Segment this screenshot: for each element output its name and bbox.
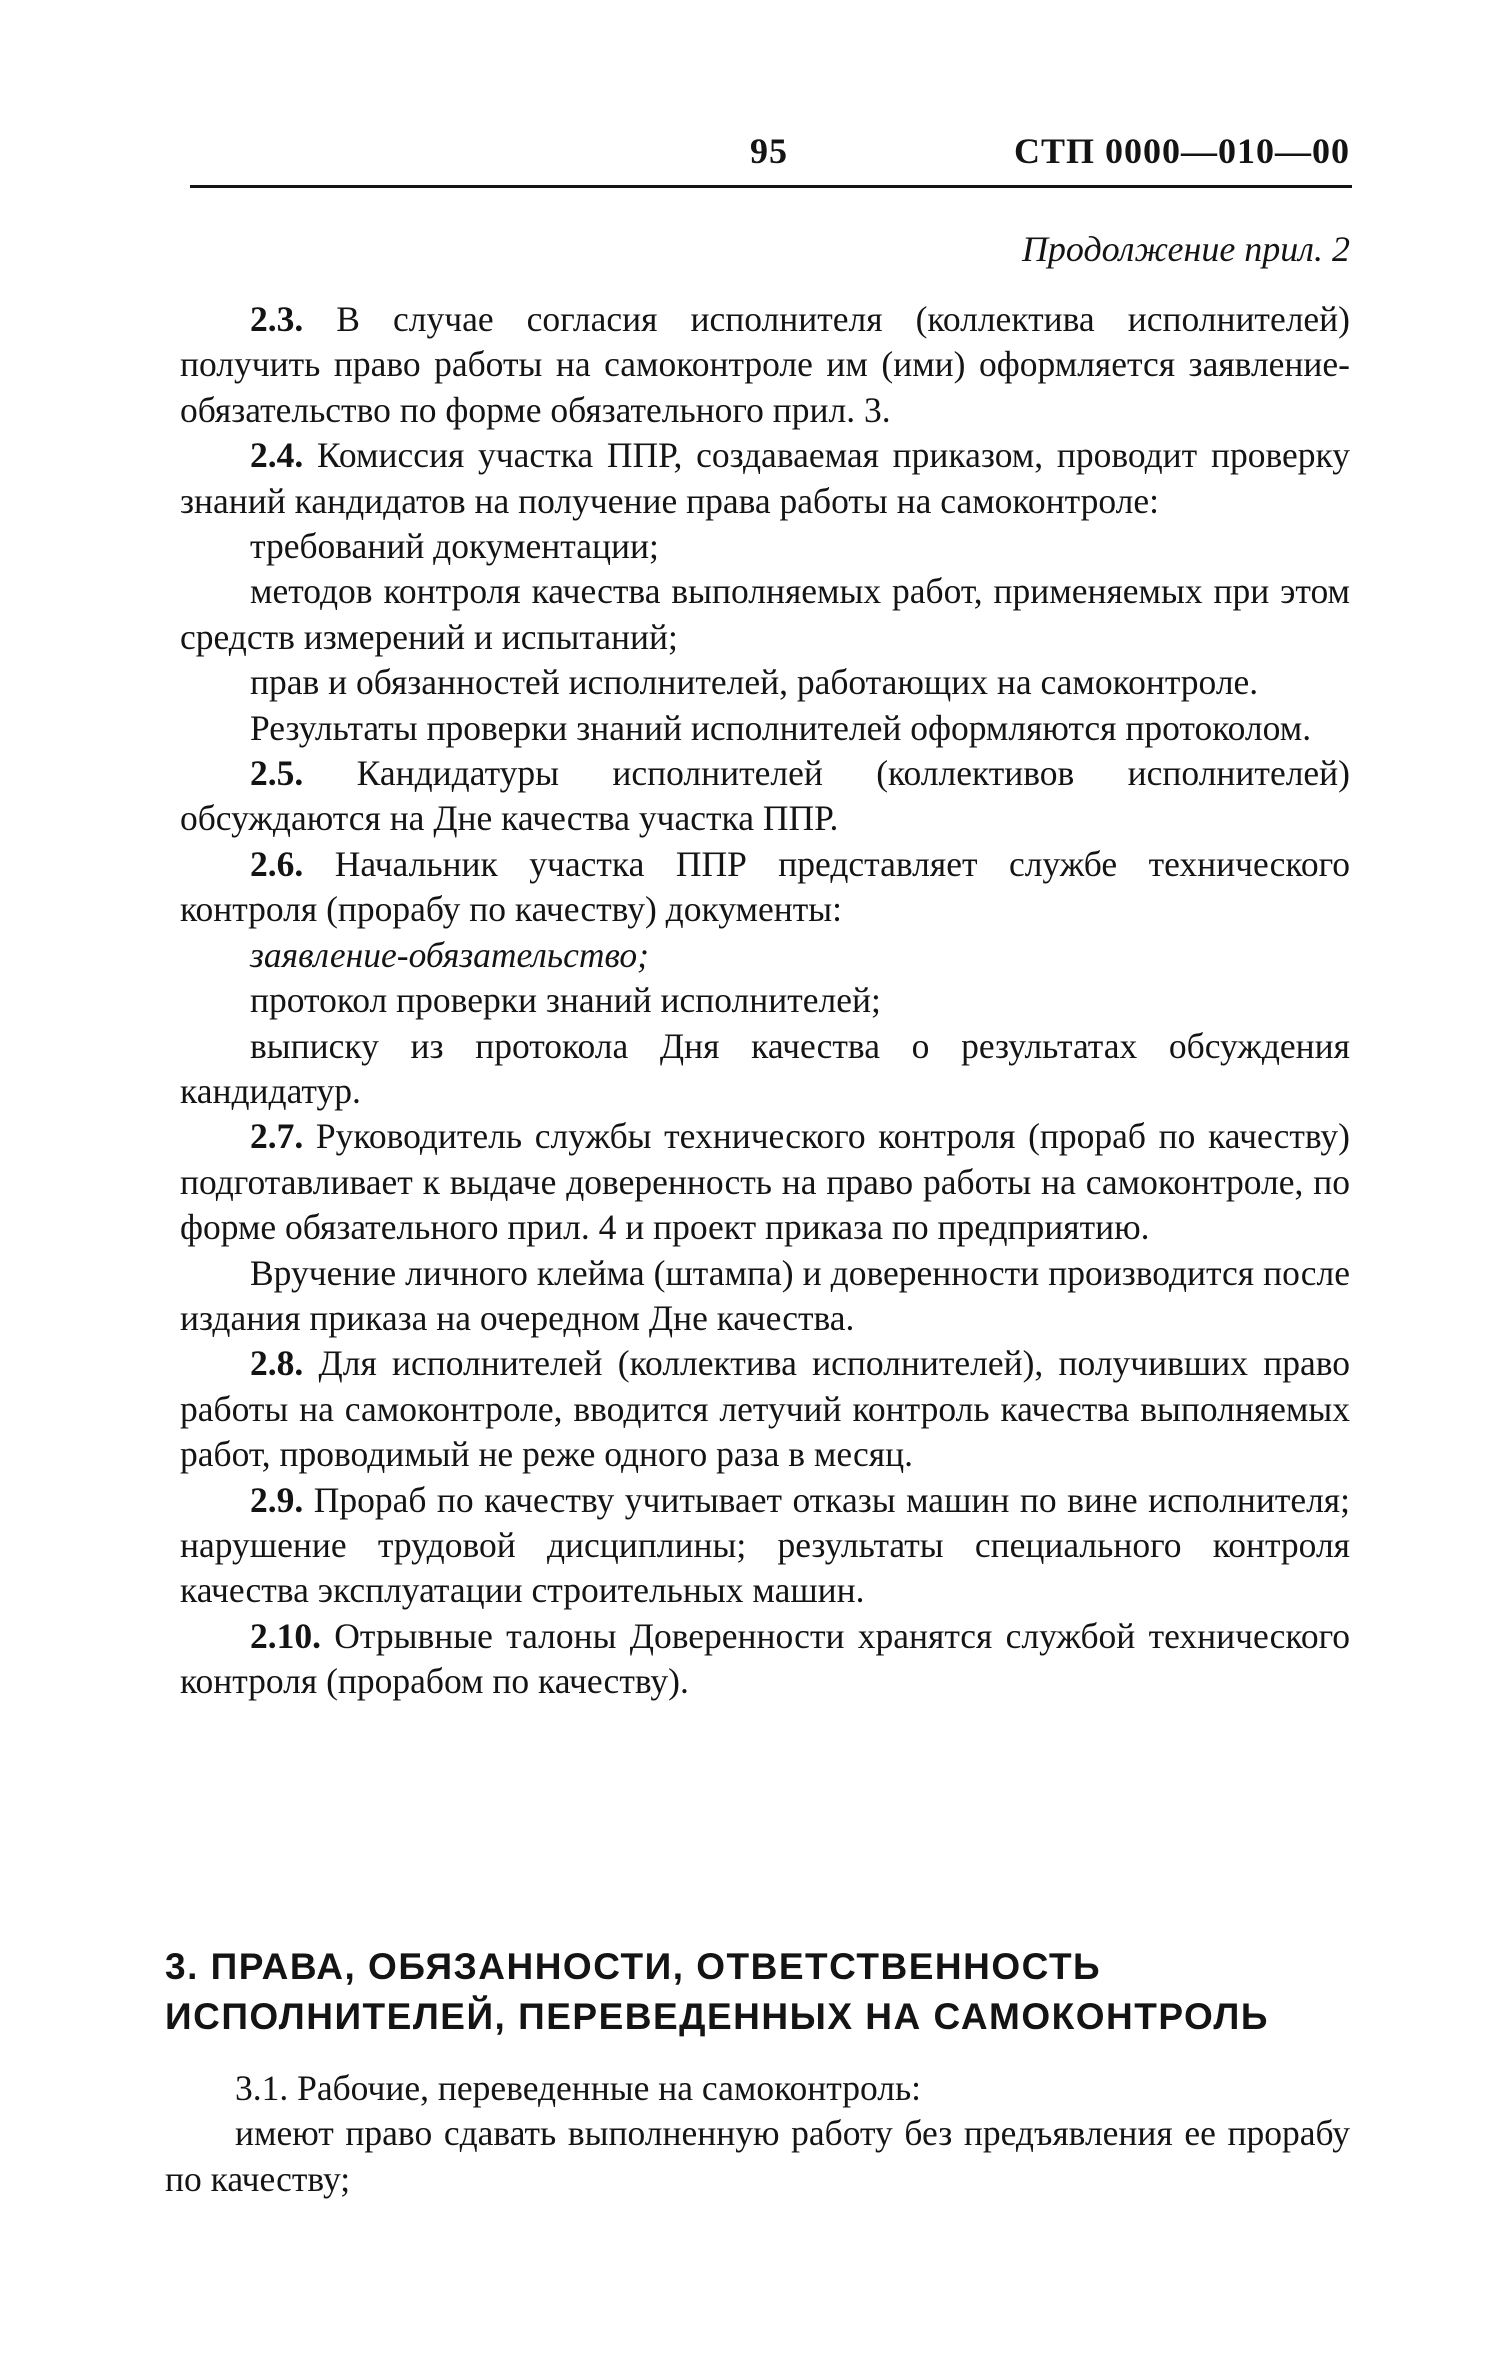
list-item: прав и обязанностей исполнителей, работающих на самоконтроле. xyxy=(250,662,1259,703)
paragraph-2-6 xyxy=(180,842,1350,933)
page-number: 95 xyxy=(750,131,788,171)
section-3-body xyxy=(165,2066,1350,2202)
paragraph-number: 2.4. xyxy=(250,435,304,476)
paragraph-2-8 xyxy=(180,1341,1350,1477)
paragraph-2-4-result: Результаты проверки знаний исполнителей оформляются протоколом. xyxy=(250,707,1312,748)
paragraph-number: 2.8. xyxy=(250,1343,304,1384)
paragraph-2-7-extra: Вручение личного клейма (штампа) и доверенности производится после издания приказа на очередном Дне качества. xyxy=(180,1252,1350,1338)
paragraph-2-10 xyxy=(180,1614,1350,1705)
paragraph-2-3 xyxy=(180,297,1350,433)
paragraph-number: 2.3. xyxy=(250,299,304,339)
paragraph-text: Рабочие, переведенные на самоконтроль: xyxy=(297,2068,922,2108)
list-item: имеют право сдавать выполненную работу без предъявления ее прорабу по качеству; xyxy=(165,2113,1350,2199)
document-code: СТП 0000—010—00 xyxy=(1013,131,1350,171)
section-3-heading-line: ИСПОЛНИТЕЛЕЙ, ПЕРЕВЕДЕННЫХ НА САМОКОНТРОЛЬ xyxy=(165,1996,1269,2037)
paragraph-2-7 xyxy=(180,1114,1350,1250)
header-divider xyxy=(190,185,1352,188)
list-item: требований документации; xyxy=(250,526,659,567)
list-item: методов контроля качества выполняемых работ, применяемых при этом средств измерений и испытаний; xyxy=(180,571,1350,657)
page-header xyxy=(190,130,1350,190)
paragraph-number: 2.5. xyxy=(250,753,304,794)
paragraph-2-9 xyxy=(180,1478,1350,1614)
section-3-heading xyxy=(165,1942,1365,2042)
paragraph-number: 2.6. xyxy=(250,843,304,884)
paragraph-number: 2.7. xyxy=(250,1116,304,1157)
paragraph-3-1 xyxy=(165,2066,1350,2111)
paragraph-text: Комиссия участка ППР, создаваемая приказом, проводит проверку знаний кандидатов на получение права работы на самоконтроле: xyxy=(180,435,1351,521)
section-3-heading-line: 3. ПРАВА, ОБЯЗАННОСТИ, ОТВЕТСТВЕННОСТЬ xyxy=(165,1946,1102,1987)
continuation-note: Продолжение прил. 2 xyxy=(1021,229,1350,269)
paragraph-text: Отрывные талоны Доверенности хранятся службой технического контроля (прорабом по качеству). xyxy=(180,1615,1350,1702)
list-item: выписку из протокола Дня качества о результатах обсуждения кандидатур. xyxy=(180,1025,1350,1111)
list-item: заявление-обязательство; xyxy=(250,934,649,975)
paragraph-number: 2.10. xyxy=(250,1615,321,1656)
paragraph-text: Руководитель службы технического контроля (прораб по качеству) подготавливает к выдаче доверенность на право работы на самоконтроле, по форме обязательного прил. 4 и проект приказа по предприятию. xyxy=(180,1116,1351,1248)
paragraph-number: 3.1. xyxy=(235,2068,289,2108)
paragraph-text: Для исполнителей (коллектива исполнителей), получивших право работы на самоконтроле, вводится летучий контроль качества выполняемых работ, проводимый не реже одного раза в месяц. xyxy=(180,1343,1351,1475)
paragraph-text: В случае согласия исполнителя (коллектива исполнителей) получить право работы на самоконтроле им (ими) оформляется заявление-обязательство по форме обязательного прил. 3. xyxy=(180,299,1350,430)
list-item: протокол проверки знаний исполнителей; xyxy=(250,980,881,1021)
paragraph-text: Начальник участка ППР представляет службе технического контроля (прорабу по качеству) документы: xyxy=(180,843,1351,930)
paragraph-text: Прораб по качеству учитывает отказы машин по вине исполнителя; нарушение трудовой дисциплины; результаты специального контроля качества эксплуатации строительных машин. xyxy=(180,1479,1350,1611)
paragraph-number: 2.9. xyxy=(250,1479,304,1520)
paragraph-2-5 xyxy=(180,751,1350,842)
paragraph-2-4 xyxy=(180,433,1350,524)
paragraph-text: Кандидатуры исполнителей (коллективов исполнителей) обсуждаются на Дне качества участка ППР. xyxy=(180,753,1350,839)
section-2-body xyxy=(180,297,1350,1705)
